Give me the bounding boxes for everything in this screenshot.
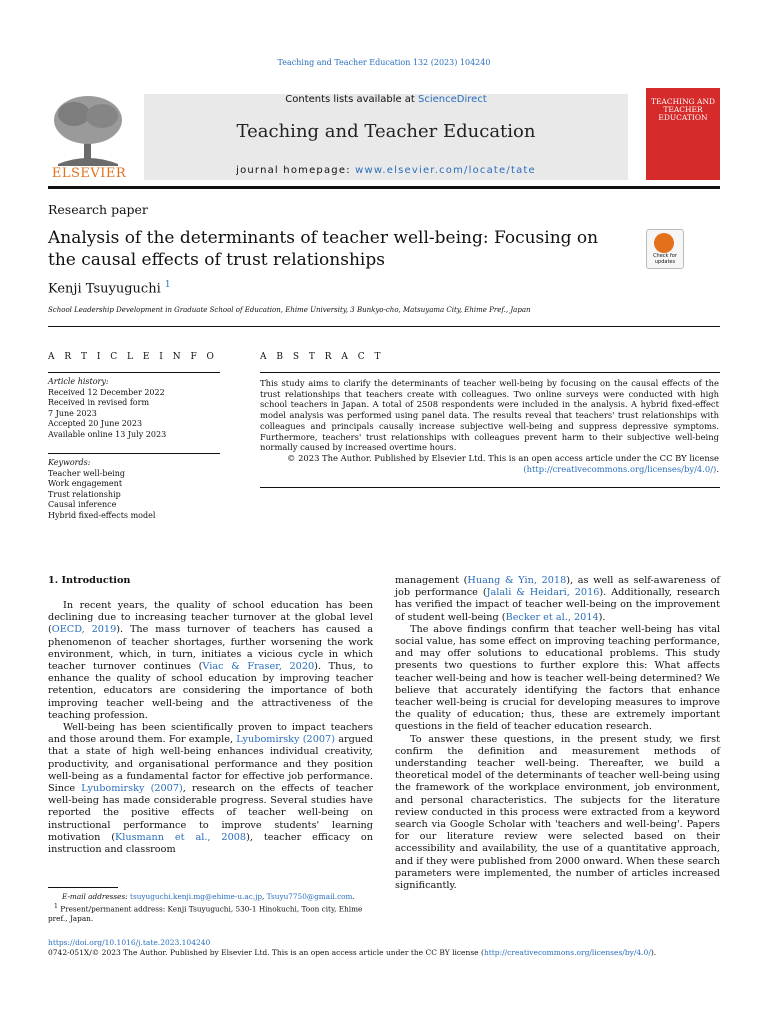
journal-title: Teaching and Teacher Education xyxy=(236,121,536,142)
elsevier-wordmark: ELSEVIER xyxy=(51,166,127,181)
text-run: argued that a state of high well-being enhances individual creativity, productivity, and organisational performance and they position well-being as a fundamental factor for effective job performance. Since xyxy=(48,734,373,795)
divider xyxy=(48,326,720,327)
text-run: , xyxy=(262,892,267,901)
text-run: In recent years, the quality of school education has been declining due to increasing teacher turnover at the global level ( xyxy=(48,600,373,636)
text-run: ). xyxy=(598,611,606,623)
keyword: Causal inference xyxy=(48,500,117,509)
abstract-body xyxy=(260,378,719,474)
article-type: Research paper xyxy=(48,202,148,217)
license-link[interactable]: (http://creativecommons.org/licenses/by/4.0/) xyxy=(523,463,717,474)
footnotes xyxy=(48,892,373,924)
contents-prefix: Contents lists available at xyxy=(285,94,419,105)
check-updates-label: Check for updates xyxy=(653,253,677,265)
text-run: ). xyxy=(650,948,657,957)
text-run: ), teacher efficacy on instruction and classroom xyxy=(48,831,373,856)
right-column xyxy=(395,575,720,892)
address-footnote xyxy=(48,902,373,924)
license-text: © 2023 The Author. Published by Elsevier Ltd. This is an open access article under the CC BY license xyxy=(287,452,719,463)
section-heading: 1. Introduction xyxy=(48,575,131,586)
citation-link[interactable]: Jalali & Heidari, 2016 xyxy=(486,587,600,599)
citation-link[interactable]: Becker et al., 2014 xyxy=(505,611,599,623)
keyword: Work engagement xyxy=(48,479,123,488)
paragraph xyxy=(48,600,373,722)
footnote-mark: 1 xyxy=(54,903,58,910)
text-run: ). Additionally, research has verified the impact of teacher well-being on the improvement of student well-being ( xyxy=(395,587,720,623)
history-label: Article history: xyxy=(48,377,109,386)
footnote-text: Present/permanent address: Kenji Tsuyuguchi, 530-1 Hinokuchi, Toon city, Ehime pref., Japan. xyxy=(48,904,363,924)
email-label: E-mail addresses: xyxy=(62,892,131,901)
article-info-heading: A R T I C L E I N F O xyxy=(48,352,218,362)
abstract-heading: A B S T R A C T xyxy=(260,352,384,362)
homepage-link[interactable]: www.elsevier.com/locate/tate xyxy=(355,165,536,176)
paragraph xyxy=(48,722,373,856)
author-footnote-link[interactable]: 1 xyxy=(164,280,171,290)
copyright-line xyxy=(48,948,720,958)
author-line xyxy=(48,280,171,296)
divider xyxy=(48,453,220,454)
text-run: . xyxy=(352,892,355,901)
email-link[interactable]: Tsuyu7750@gmail.com xyxy=(266,892,353,901)
paragraph: The above findings confirm that teacher well-being has vital social value, has some effect on improving teaching performance, and may offer solutions to educational problems. This study presents two questions to further explore this: What affects teacher well-being and how is teacher well-being determined? We believe that accurately identifying the factors that enhance teacher well-being is crucial for developing measures to improve the quality of education; thus, these are extremely important questions in the field of teacher education research. xyxy=(395,623,720,733)
journal-homepage xyxy=(144,165,628,176)
history-line: Received 12 December 2022 xyxy=(48,387,165,397)
contents-line xyxy=(144,94,628,105)
abstract-license xyxy=(260,453,719,474)
left-column xyxy=(48,600,373,856)
email-link[interactable]: tsuyuguchi.kenji.mg@ehime-u.ac.jp xyxy=(130,892,263,901)
license-end: . xyxy=(716,463,719,474)
history-line: 7 June 2023 xyxy=(48,408,97,418)
history-line: Available online 13 July 2023 xyxy=(48,429,167,439)
history-line: Received in revised form xyxy=(48,398,150,407)
journal-citation[interactable]: Teaching and Teacher Education 132 (2023) 104240 xyxy=(277,58,491,67)
citation-link[interactable]: OECD, 2019 xyxy=(51,624,117,636)
history-line: Accepted 20 June 2023 xyxy=(48,419,143,428)
text-run: Well-being has been scientifically proven to impact teachers and those around them. For example, xyxy=(48,722,373,746)
divider xyxy=(260,487,720,488)
abstract-text: This study aims to clarify the determinants of teacher well-being by focusing on the causal effects of the trust relationships that teachers create with colleagues. Two online surveys were conducted with high school teachers in Japan. A total of 2508 respondents were included in the analysis. A hybrid fixed-effect model analysis was performed using panel data. The results reveal that teachers' trust relationships with colleagues and principals causally increase subjective well-being and suppress depressive symptoms. Furthermore, teachers' trust relationships with colleagues prevent harm to their subjective well-being normally caused by increased overtime hours. xyxy=(260,378,719,453)
keyword: Hybrid fixed-effects model xyxy=(48,510,156,520)
author-name: Kenji Tsuyuguchi xyxy=(48,281,161,297)
text-run: ). Thus, to enhance the quality of school education by improving teacher retention, educators are considering the importance of both improving teacher well-being and the attractiveness of the teaching profession. xyxy=(48,661,373,721)
paragraph xyxy=(395,575,720,624)
citation-link[interactable]: Huang & Yin, 2018 xyxy=(467,575,567,586)
email-footnote xyxy=(48,892,373,902)
citation-link[interactable]: Viac & Fraser, 2020 xyxy=(202,661,315,673)
license-link[interactable]: http://creativecommons.org/licenses/by/4.0/ xyxy=(483,948,651,957)
footnote-rule xyxy=(48,887,118,888)
doi-link[interactable]: https://doi.org/10.1016/j.tate.2023.104240 xyxy=(48,938,211,947)
sciencedirect-link[interactable]: ScienceDirect xyxy=(418,94,487,105)
keyword: Trust relationship xyxy=(48,489,121,499)
keywords-label: Keywords: xyxy=(48,458,91,467)
page-footer xyxy=(48,938,720,958)
text-run: management ( xyxy=(395,575,468,586)
divider xyxy=(260,372,720,373)
citation-link[interactable]: Lyubomirsky (2007) xyxy=(236,734,335,746)
homepage-prefix: journal homepage: xyxy=(236,165,356,176)
text-run: , research on the effects of teacher well-being has made considerable progress. Several studies have reported the positive effects of teacher well-being on instructional performance to improve students' learning motivation ( xyxy=(48,783,373,843)
check-updates-icon xyxy=(654,233,674,253)
text-run: 0742-051X/© 2023 The Author. Published by Elsevier Ltd. This is an open access article under the CC BY license ( xyxy=(48,948,484,957)
header-rule xyxy=(48,186,720,189)
paper-title: Analysis of the determinants of teacher well-being: Focusing on the causal effects of trust relationships xyxy=(48,228,599,270)
keyword: Teacher well-being xyxy=(48,468,126,478)
citation-link[interactable]: Lyubomirsky (2007) xyxy=(81,783,183,795)
keywords xyxy=(48,458,220,521)
citation-link[interactable]: Klusmann et al., 2008 xyxy=(115,831,247,843)
article-history xyxy=(48,377,220,440)
text-run: ). The mass turnover of teachers has caused a phenomenon of teacher shortages, further worsening the work environment, which, in turn, initiates a vicious cycle in which teacher turnover continues ( xyxy=(48,624,373,673)
affiliation: School Leadership Development in Graduate School of Education, Ehime University, 3 Bunkyo-cho, Matsuyama City, Ehime Pref., Japan xyxy=(48,306,531,314)
journal-cover-title: TEACHING AND TEACHER EDUCATION xyxy=(650,97,716,122)
paragraph: To answer these questions, in the present study, we first confirm the definition and measurement methods of understanding teacher well-being. Thereafter, we build a theoretical model of the determinants of teacher well-being using the framework of the workplace environment, job environment, and personal characteristics. The subjects for the literature review conducted in this process were extracted from a keyword search via Google Scholar with 'teachers and well-being'. Papers for our literature review were selected based on their accessibility and availability, the use of a quantitative approach, and if they were published from 2000 onward. When these search parameters were implemented, the number of articles increased significantly. xyxy=(395,733,720,892)
divider xyxy=(48,372,220,373)
text-run: ), as well as self-awareness of job performance ( xyxy=(395,575,721,599)
